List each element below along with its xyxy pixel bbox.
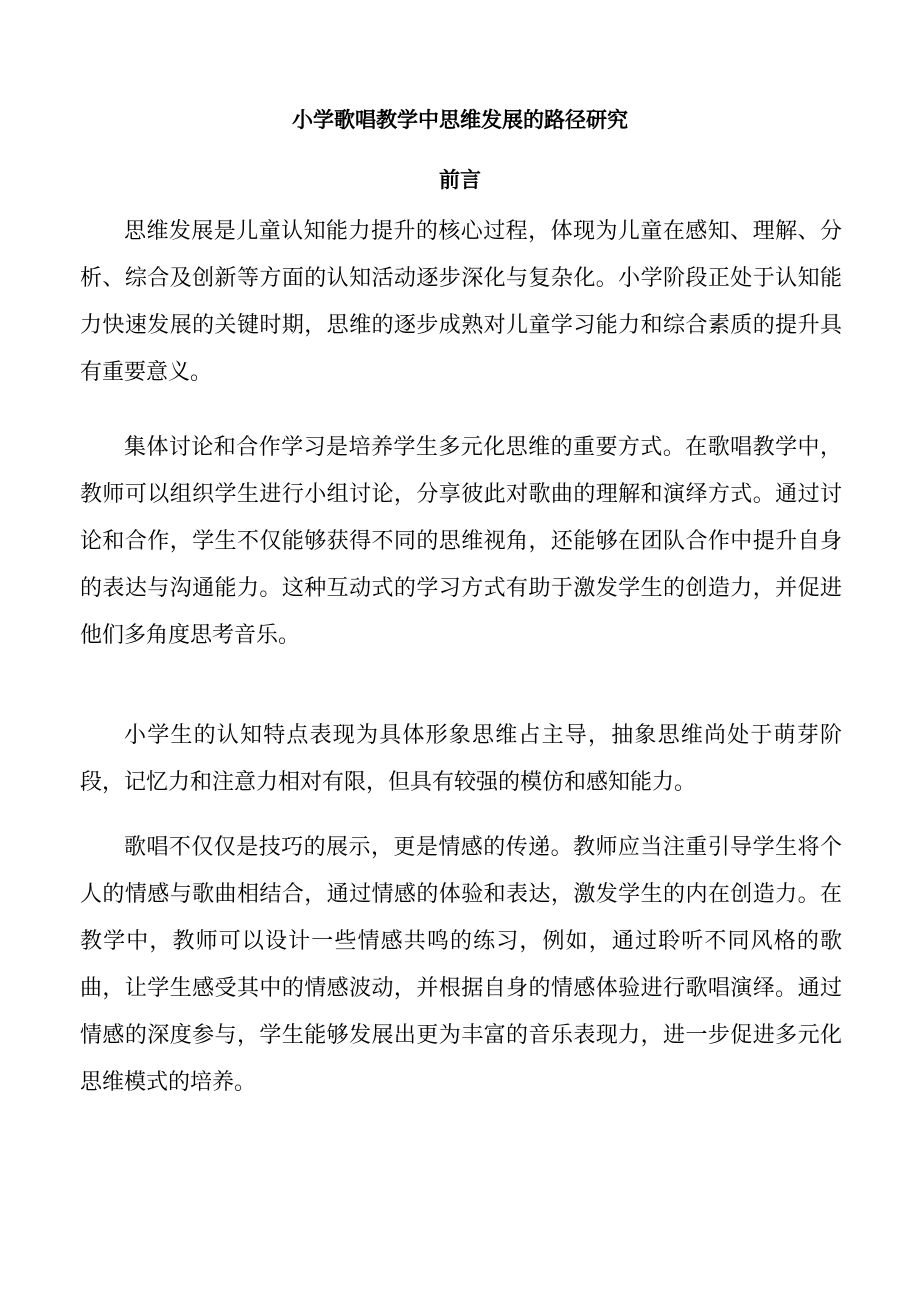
- paragraph-3: 小学生的认知特点表现为具体形象思维占主导，抽象思维尚处于萌芽阶段，记忆力和注意力相对有限，但具有较强的模仿和感知能力。: [80, 723, 842, 795]
- section-heading: 前言: [439, 167, 481, 192]
- paragraph-1: 思维发展是儿童认知能力提升的核心过程，体现为儿童在感知、理解、分析、综合及创新等方面的认知活动逐步深化与复杂化。小学阶段正处于认知能力快速发展的关键时期，思维的逐步成熟对儿童学习能力和综合素质的提升具有重要意义。: [80, 219, 842, 385]
- document-title: 小学歌唱教学中思维发展的路径研究: [292, 107, 628, 132]
- paragraph-4: 歌唱不仅仅是技巧的展示，更是情感的传递。教师应当注重引导学生将个人的情感与歌曲相结合，通过情感的体验和表达，激发学生的内在创造力。在教学中，教师可以设计一些情感共鸣的练习，例如，通过聆听不同风格的歌曲，让学生感受其中的情感波动，并根据自身的情感体验进行歌唱演绎。通过情感的深度参与，学生能够发展出更为丰富的音乐表现力，进一步促进多元化思维模式的培养。: [80, 835, 842, 1095]
- paragraph-2: 集体讨论和合作学习是培养学生多元化思维的重要方式。在歌唱教学中，教师可以组织学生进行小组讨论，分享彼此对歌曲的理解和演绎方式。通过讨论和合作，学生不仅能够获得不同的思维视角，还能够在团队合作中提升自身的表达与沟通能力。这种互动式的学习方式有助于激发学生的创造力，并促进他们多角度思考音乐。: [80, 435, 842, 648]
